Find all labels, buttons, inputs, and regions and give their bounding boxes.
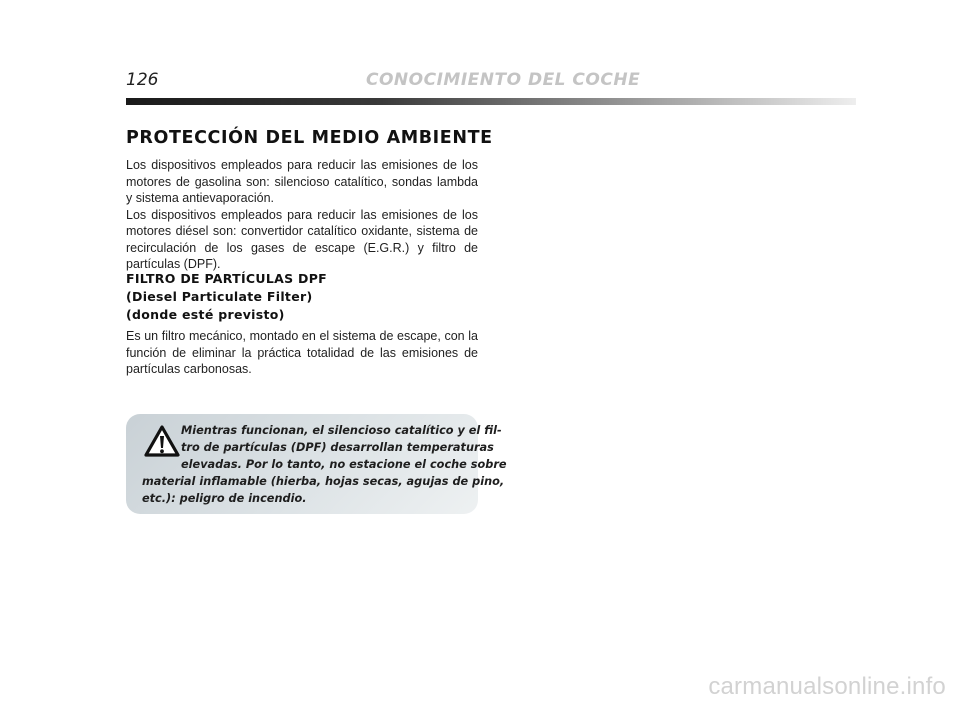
page-number: 126 [126, 70, 159, 90]
subsection-title [126, 270, 478, 324]
warning-text [142, 422, 507, 507]
subsection-title-line: (Diesel Particulate Filter) [126, 289, 313, 304]
warning-line: Mientras funcionan, el silencioso catalítico y el fil- [181, 424, 502, 437]
subsection-title-line: (donde esté previsto) [126, 307, 285, 322]
warning-line: material inflamable (hierba, hojas secas, agujas de pino, [142, 475, 505, 488]
warning-line: tro de partículas (DPF) desarrollan temperaturas [181, 441, 494, 454]
running-head: CONOCIMIENTO DEL COCHE [366, 70, 641, 90]
watermark: carmanualsonline.info [708, 673, 946, 700]
section-title: PROTECCIÓN DEL MEDIO AMBIENTE [126, 128, 493, 148]
intro-paragraph: Los dispositivos empleados para reducir las emisiones de los motores de gasolina son: silencioso catalítico, sondas lambda y sistema antievaporación. Los dispositivos empleados para reducir las emisiones de los motores diésel son: convertidor catalítico oxidante, sistema de recirculación de los gases de escape (E.G.R.) y filtro de partículas (DPF). [126, 158, 478, 271]
subsection-title-line: FILTRO DE PARTÍCULAS DPF [126, 271, 328, 286]
warning-line: elevadas. Por lo tanto, no estacione el coche sobre [181, 458, 507, 471]
warning-box [126, 414, 507, 514]
header-rule [126, 98, 856, 105]
warning-line: etc.): peligro de incendio. [142, 492, 307, 505]
dpf-paragraph: Es un filtro mecánico, montado en el sistema de escape, con la función de eliminar la práctica totalidad de las emisiones de partículas carbonosas. [126, 329, 478, 376]
